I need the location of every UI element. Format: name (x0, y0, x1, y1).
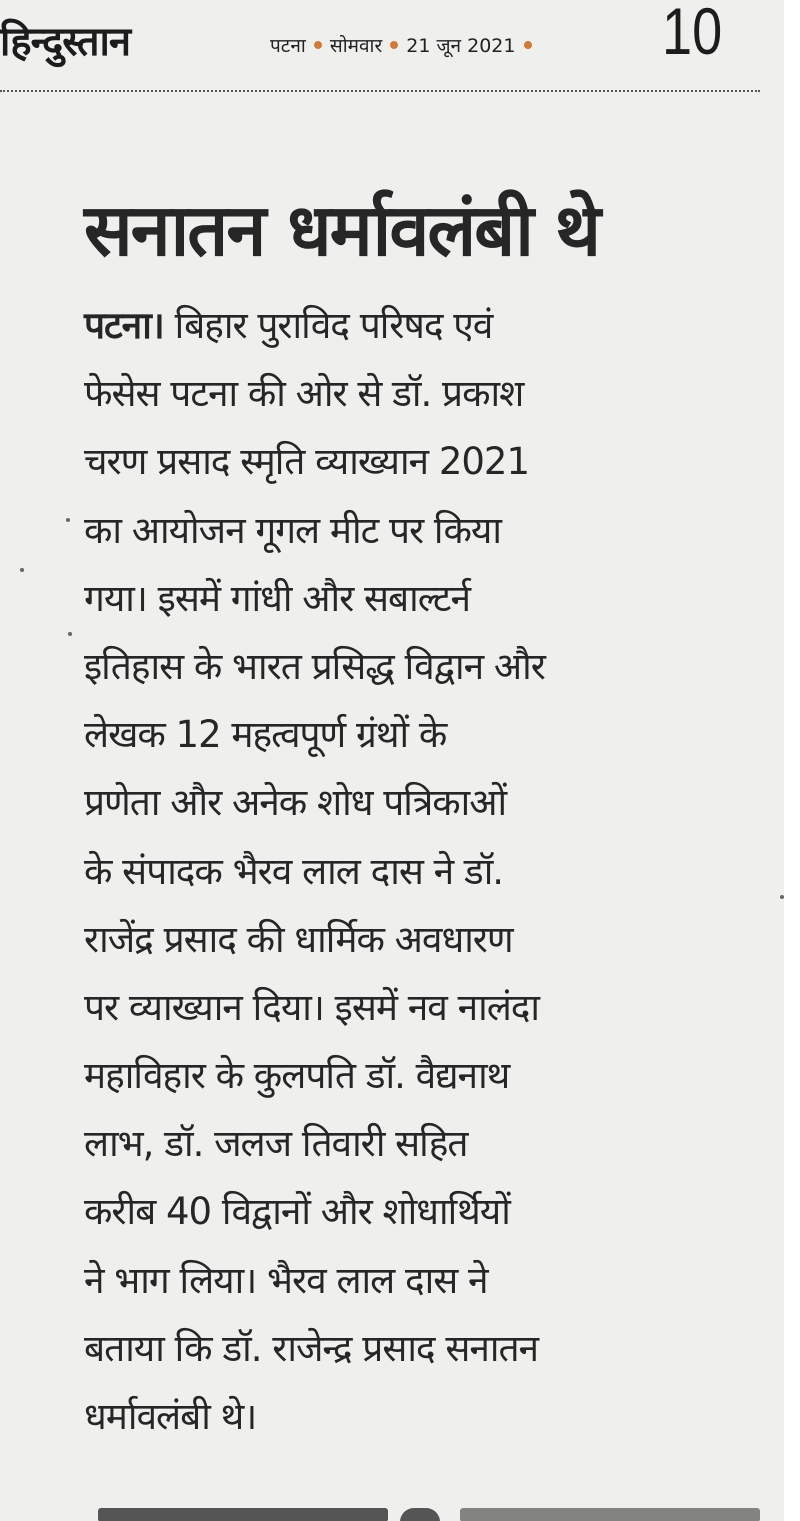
cutoff-text-fragment (460, 1508, 760, 1521)
article-line: चरण प्रसाद स्मृति व्याख्यान 2021 (84, 440, 529, 484)
separator-dot (314, 41, 322, 49)
cutoff-text-fragment (400, 1508, 440, 1521)
article-body (84, 292, 734, 1451)
next-article-cutoff (80, 1498, 760, 1521)
article-line: फेसेस पटना की ओर से डॉ. प्रकाश (84, 372, 524, 416)
edition-city: पटना (270, 35, 306, 57)
edition-day: सोमवार (329, 35, 383, 57)
article-line: ने भाग लिया। भैरव लाल दास ने (84, 1258, 488, 1302)
edition-dateline (270, 32, 532, 58)
article-line: गया। इसमें गांधी और सबाल्टर्न (84, 576, 471, 620)
newspaper-name: हिन्दुस्तान (0, 19, 131, 65)
print-speck (20, 568, 24, 572)
article-line: पटना। बिहार पुराविद परिषद एवं (84, 304, 493, 347)
article-line: लाभ, डॉ. जलज तिवारी सहित (84, 1122, 468, 1166)
article-line: धर्मावलंबी थे। (84, 1395, 257, 1438)
page-margin (784, 0, 800, 1521)
page-number: 10 (662, 0, 723, 68)
article-line: प्रणेता और अनेक शोध पत्रिकाओं (84, 781, 507, 825)
article-line: के संपादक भैरव लाल दास ने डॉ. (84, 849, 504, 893)
cutoff-text-fragment (98, 1508, 388, 1521)
masthead (0, 0, 784, 84)
masthead-divider (0, 90, 760, 92)
article-line: पर व्याख्यान दिया। इसमें नव नालंदा (84, 985, 540, 1029)
article-dateline: पटना। (84, 304, 164, 347)
article-line: लेखक 12 महत्वपूर्ण ग्रंथों के (84, 713, 447, 757)
print-speck (68, 632, 72, 636)
article-line: इतिहास के भारत प्रसिद्ध विद्वान और (84, 644, 545, 688)
article-line: राजेंद्र प्रसाद की धार्मिक अवधारण (84, 917, 513, 961)
separator-dot (390, 41, 398, 49)
article-headline: सनातन धर्मावलंबी थे (84, 188, 600, 272)
separator-dot (524, 41, 532, 49)
article-line: का आयोजन गूगल मीट पर किया (84, 508, 501, 552)
edition-date: 21 जून 2021 (406, 35, 516, 57)
print-speck (66, 518, 70, 522)
article-line: करीब 40 विद्वानों और शोधार्थियों (84, 1190, 510, 1234)
article-line: महाविहार के कुलपति डॉ. वैद्यनाथ (84, 1054, 510, 1098)
article-line: बताया कि डॉ. राजेन्द्र प्रसाद सनातन (84, 1326, 539, 1370)
